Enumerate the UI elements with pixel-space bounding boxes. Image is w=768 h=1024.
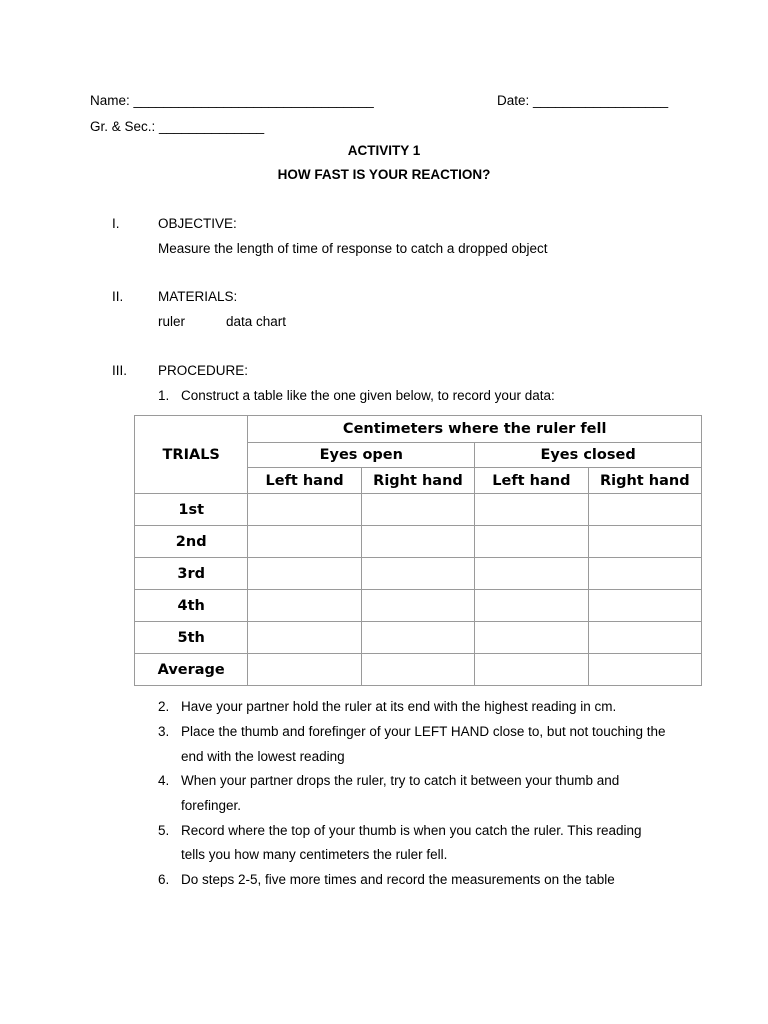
step-text: Do steps 2-5, five more times and record the measurements on the table <box>181 872 615 887</box>
section-heading-procedure: PROCEDURE: <box>158 363 249 378</box>
step-number: 3. <box>158 724 170 739</box>
step-number: 4. <box>158 773 170 788</box>
trials-header: TRIALS <box>135 416 248 494</box>
row-label: 3rd <box>135 558 248 590</box>
step-text: Construct a table like the one given below, to record your data: <box>181 388 555 403</box>
data-cell[interactable] <box>248 494 361 526</box>
section-numeral-materials: II. <box>112 289 124 304</box>
material-item: data chart <box>226 314 287 329</box>
row-label: Average <box>135 654 248 686</box>
data-cell[interactable] <box>588 526 701 558</box>
step-text: tells you how many centimeters the ruler fell. <box>181 847 448 862</box>
section-numeral-procedure: III. <box>112 363 128 378</box>
section-heading-materials: MATERIALS: <box>158 289 238 304</box>
table-row <box>135 526 702 558</box>
group-header-eyes-open: Eyes open <box>248 443 475 468</box>
data-cell[interactable] <box>588 622 701 654</box>
section-heading-objective: OBJECTIVE: <box>158 216 237 231</box>
data-cell[interactable] <box>475 654 588 686</box>
subheader-left-hand: Left hand <box>475 468 588 494</box>
data-cell[interactable] <box>248 622 361 654</box>
step-text: Have your partner hold the ruler at its end with the highest reading in cm. <box>181 699 617 714</box>
data-cell[interactable] <box>248 526 361 558</box>
step-number: 6. <box>158 872 170 887</box>
data-table <box>134 415 702 686</box>
step-text: Record where the top of your thumb is when you catch the ruler. This reading <box>181 823 642 838</box>
table-row <box>135 654 702 686</box>
data-cell[interactable] <box>361 526 474 558</box>
data-cell[interactable] <box>361 494 474 526</box>
name-field[interactable]: Name: ________________________________ <box>90 93 374 108</box>
data-cell[interactable] <box>475 622 588 654</box>
data-cell[interactable] <box>361 622 474 654</box>
subheader-left-hand: Left hand <box>248 468 361 494</box>
row-label: 5th <box>135 622 248 654</box>
table-row <box>135 494 702 526</box>
data-cell[interactable] <box>248 654 361 686</box>
step-number: 2. <box>158 699 170 714</box>
step-text: When your partner drops the ruler, try to catch it between your thumb and <box>181 773 620 788</box>
step-text: forefinger. <box>181 798 242 813</box>
data-cell[interactable] <box>475 558 588 590</box>
material-item: ruler <box>158 314 186 329</box>
table-row <box>135 590 702 622</box>
table-row <box>135 622 702 654</box>
objective-text: Measure the length of time of response to catch a dropped object <box>158 241 548 256</box>
data-cell[interactable] <box>588 590 701 622</box>
date-field[interactable]: Date: __________________ <box>497 93 669 108</box>
step-text: end with the lowest reading <box>181 749 345 764</box>
activity-subtitle: HOW FAST IS YOUR REACTION? <box>277 167 491 182</box>
table-row <box>135 558 702 590</box>
data-cell[interactable] <box>588 558 701 590</box>
data-cell[interactable] <box>475 590 588 622</box>
step-number: 5. <box>158 823 170 838</box>
data-cell[interactable] <box>361 654 474 686</box>
subheader-right-hand: Right hand <box>588 468 701 494</box>
step-number: 1. <box>158 388 170 403</box>
data-cell[interactable] <box>475 526 588 558</box>
row-label: 4th <box>135 590 248 622</box>
row-label: 1st <box>135 494 248 526</box>
data-cell[interactable] <box>361 590 474 622</box>
data-cell[interactable] <box>588 654 701 686</box>
data-cell[interactable] <box>588 494 701 526</box>
data-cell[interactable] <box>475 494 588 526</box>
main-header: Centimeters where the ruler fell <box>248 416 702 443</box>
activity-title: ACTIVITY 1 <box>347 143 421 158</box>
data-cell[interactable] <box>248 590 361 622</box>
section-numeral-objective: I. <box>112 216 120 231</box>
group-header-eyes-closed: Eyes closed <box>475 443 702 468</box>
data-cell[interactable] <box>361 558 474 590</box>
data-cell[interactable] <box>248 558 361 590</box>
step-text: Place the thumb and forefinger of your LEFT HAND close to, but not touching the <box>181 724 666 739</box>
grade-section-field[interactable]: Gr. & Sec.: ______________ <box>90 119 265 134</box>
row-label: 2nd <box>135 526 248 558</box>
subheader-right-hand: Right hand <box>361 468 474 494</box>
